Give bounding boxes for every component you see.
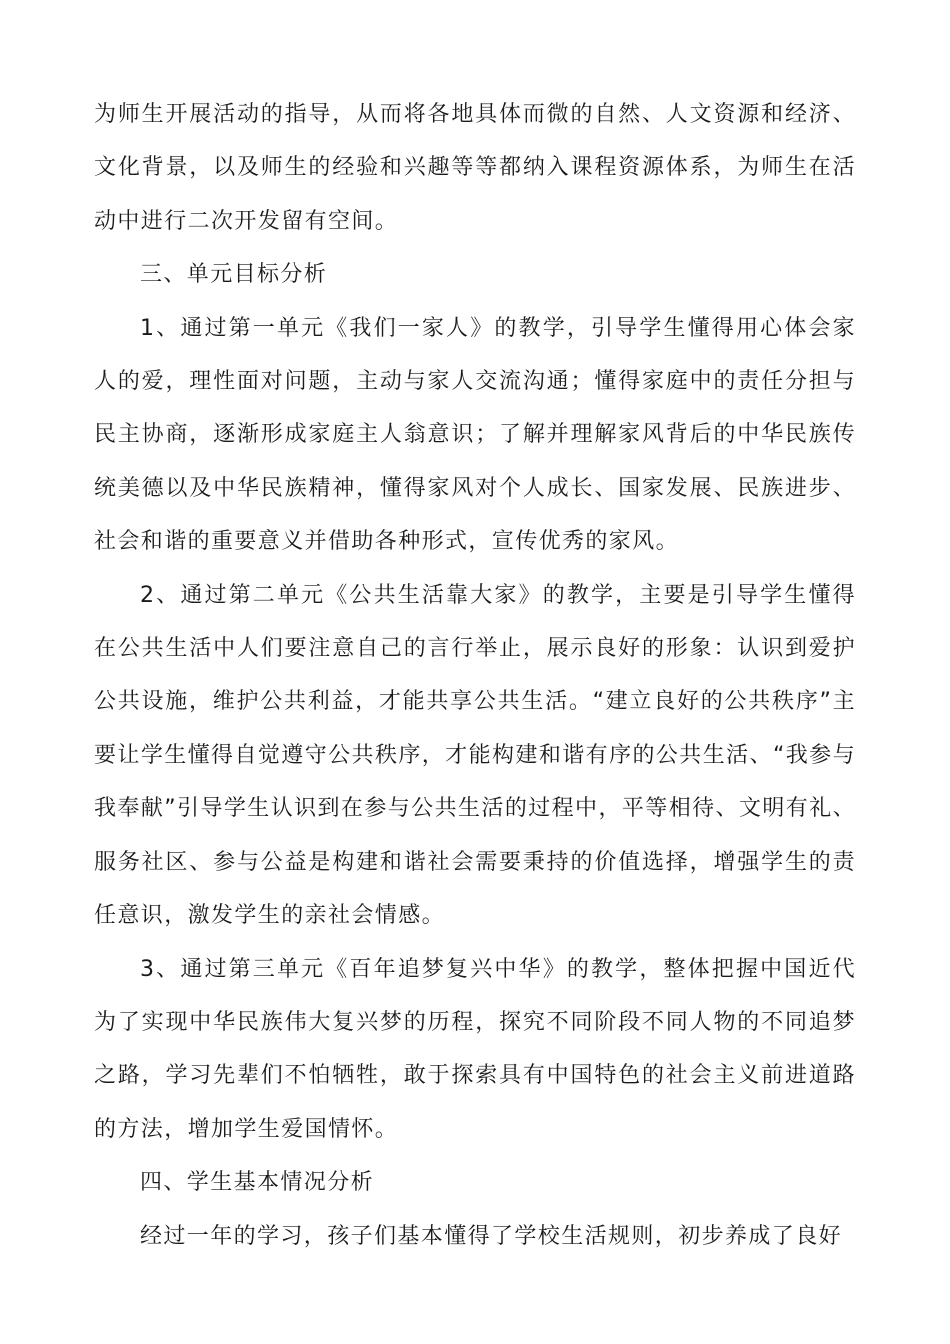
continuation-paragraph: 为师生开展活动的指导，从而将各地具体而微的自然、人文资源和经济、文化背景，以及师生的经验和兴趣等等都纳入课程资源体系，为师生在活动中进行二次开发留有空间。 xyxy=(94,102,856,234)
paragraph-student-analysis: 经过一年的学习，孩子们基本懂得了学校生活规则，初步养成了良好 xyxy=(140,1223,843,1249)
document-body xyxy=(94,88,856,1263)
section-heading-unit-goals: 三、单元目标分析 xyxy=(140,262,328,288)
paragraph-unit-one: 1、通过第一单元《我们一家人》的教学，引导学生懂得用心体会家人的爱，理性面对问题，主动与家人交流沟通；懂得家庭中的责任分担与民主协商，逐渐形成家庭主人翁意识；了解并理解家风背后的中华民族传统美德以及中华民族精神，懂得家风对个人成长、国家发展、民族进步、社会和谐的重要意义并借助各种形式，宣传优秀的家风。 xyxy=(94,315,856,555)
paragraph-unit-two: 2、通过第二单元《公共生活靠大家》的教学，主要是引导学生懂得在公共生活中人们要注意自己的言行举止，展示良好的形象：认识到爱护公共设施，维护公共利益，才能共享公共生活。“建立良好的公共秩序”主要让学生懂得自觉遵守公共秩序，才能构建和谐有序的公共生活、“我参与我奉献”引导学生认识到在参与公共生活的过程中，平等相待、文明有礼、服务社区、参与公益是构建和谐社会需要秉持的价值选择，增强学生的责任意识，激发学生的亲社会情感。 xyxy=(94,582,856,929)
section-heading-student-analysis: 四、学生基本情况分析 xyxy=(140,1170,375,1196)
paragraph-unit-three: 3、通过第三单元《百年追梦复兴中华》的教学，整体把握中国近代为了实现中华民族伟大复兴梦的历程，探究不同阶段不同人物的不同追梦之路，学习先辈们不怕牺牲，敢于探索具有中国特色的社会主义前进道路的方法，增加学生爱国情怀。 xyxy=(94,956,856,1142)
